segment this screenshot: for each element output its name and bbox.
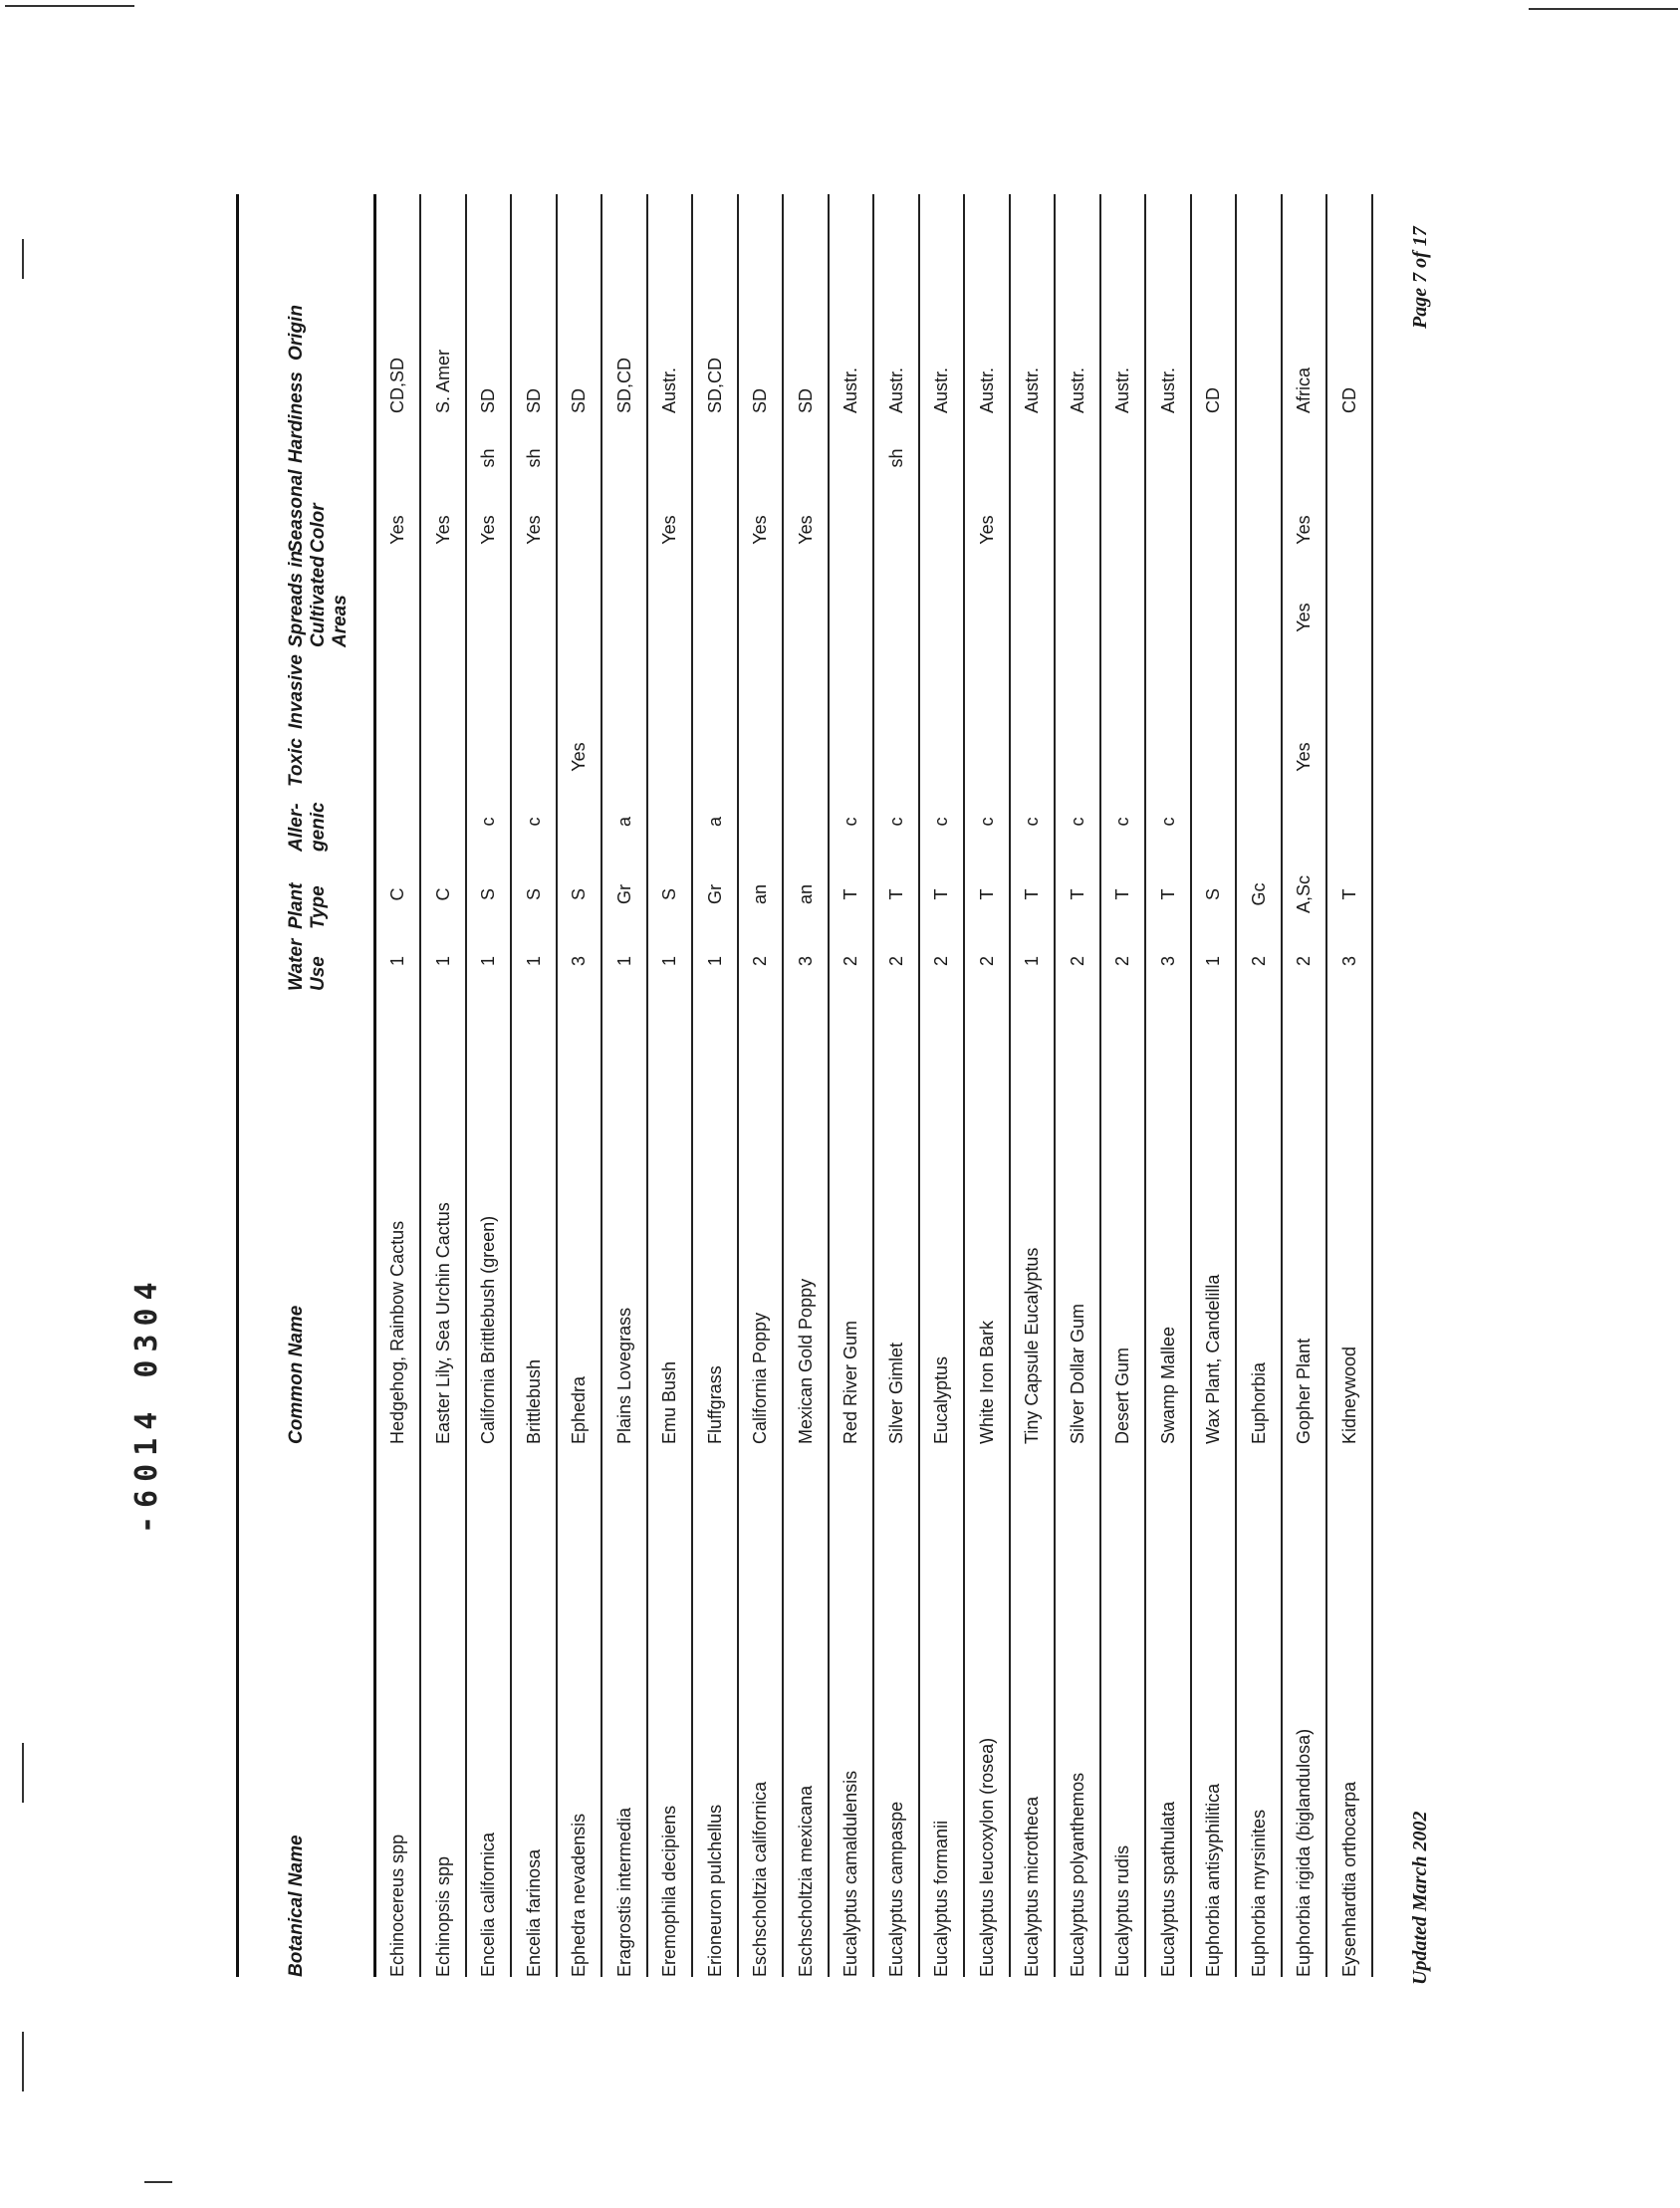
cell-plant: T	[931, 888, 951, 900]
cell-origin: SD	[569, 387, 589, 413]
cell-common: Ephedra	[569, 1375, 589, 1444]
cell-plant: T	[976, 888, 997, 900]
header-common: Common Name	[286, 1305, 307, 1444]
header-invasive: Invasive	[286, 654, 307, 729]
table-row	[467, 194, 512, 1977]
cell-allergenic: c	[885, 817, 906, 827]
cell-botanical: Eucalyptus spathulata	[1157, 1801, 1178, 1977]
table-row	[1011, 194, 1056, 1977]
cell-water: 2	[885, 956, 906, 967]
cell-common: Brittlebush	[523, 1358, 544, 1444]
cell-origin: CD	[1338, 387, 1359, 413]
cell-origin: Austr.	[1157, 367, 1178, 413]
cell-seasonal: Yes	[387, 515, 407, 545]
cell-allergenic: a	[704, 817, 725, 828]
cell-allergenic: c	[1022, 817, 1042, 827]
cell-plant: S	[523, 888, 544, 901]
cell-spreads: Yes	[1294, 603, 1314, 632]
cell-origin: SD	[750, 387, 770, 413]
margin-mark	[22, 1743, 24, 1803]
header-hardiness: Hardiness	[286, 371, 307, 463]
cell-plant: C	[387, 887, 407, 901]
cell-seasonal: Yes	[478, 515, 498, 545]
cell-water: 2	[976, 956, 997, 967]
cell-botanical: Eragrostis intermedia	[613, 1807, 634, 1977]
cell-botanical: Echinocereus spp	[387, 1834, 407, 1977]
cell-seasonal: Yes	[432, 515, 453, 545]
cell-common: California Poppy	[750, 1312, 770, 1444]
cell-seasonal: Yes	[976, 515, 997, 545]
cell-seasonal: Yes	[659, 515, 679, 545]
cell-water: 2	[931, 956, 951, 967]
cell-origin: Austr.	[931, 367, 951, 413]
scan-stamp: -6014 0304	[129, 1274, 164, 1534]
cell-water: 1	[1022, 956, 1042, 967]
cell-botanical: Eucalyptus leucoxylon (rosea)	[976, 1737, 997, 1977]
cell-common: Hedgehog, Rainbow Cactus	[387, 1220, 407, 1444]
cell-water: 1	[613, 956, 634, 967]
header-botanical: Botanical Name	[286, 1835, 307, 1977]
cell-botanical: Euphorbia antisyphilitica	[1203, 1783, 1223, 1977]
cell-water: 3	[1338, 956, 1359, 967]
cell-botanical: Eucalyptus campaspe	[885, 1801, 906, 1977]
table-row	[920, 194, 965, 1977]
table-row	[1283, 194, 1327, 1977]
cell-common: Swamp Mallee	[1157, 1326, 1178, 1444]
cell-toxic: Yes	[1294, 742, 1314, 772]
table-row	[376, 194, 421, 1977]
table-row	[1192, 194, 1237, 1977]
header-top-rule	[236, 194, 239, 1977]
cell-common: Easter Lily, Sea Urchin Cactus	[432, 1202, 453, 1444]
cell-origin: Austr.	[1022, 367, 1042, 413]
cell-botanical: Echinopsis spp	[432, 1855, 453, 1977]
rotated-page	[224, 194, 1474, 1985]
cell-water: 1	[1203, 956, 1223, 967]
cell-botanical: Eschscholtzia mexicana	[795, 1785, 816, 1977]
cell-botanical: Euphorbia myrsinites	[1248, 1809, 1269, 1977]
table-row	[875, 194, 920, 1977]
cell-common: Mexican Gold Poppy	[795, 1278, 816, 1444]
cell-origin: SD	[523, 387, 544, 413]
cell-common: Gopher Plant	[1294, 1338, 1314, 1444]
cell-origin: S. Amer	[432, 349, 453, 413]
cell-plant: T	[885, 888, 906, 900]
cell-origin: SD	[478, 387, 498, 413]
cell-plant: T	[1112, 888, 1132, 900]
cell-botanical: Erioneuron pulchellus	[704, 1804, 725, 1977]
cell-origin: Austr.	[840, 367, 860, 413]
cell-botanical: Eschscholtzia californica	[750, 1781, 770, 1977]
cell-botanical: Euphorbia rigida (biglandulosa)	[1294, 1728, 1314, 1977]
cell-plant: Gr	[704, 884, 725, 904]
cell-allergenic: a	[613, 817, 634, 828]
cell-origin: Austr.	[659, 367, 679, 413]
header-seasonal: Seasonal Color	[286, 469, 329, 553]
cell-origin: SD	[795, 387, 816, 413]
table-row	[1101, 194, 1146, 1977]
cell-hardiness: sh	[478, 448, 498, 468]
cell-water: 2	[1112, 956, 1132, 967]
table-row	[422, 194, 467, 1977]
cell-common: Wax Plant, Candelilla	[1203, 1274, 1223, 1444]
cell-seasonal: Yes	[523, 515, 544, 545]
cell-allergenic: c	[523, 817, 544, 827]
cell-origin: Austr.	[976, 367, 997, 413]
cell-plant: S	[478, 888, 498, 901]
cell-common: Red River Gum	[840, 1320, 860, 1444]
table-row	[648, 194, 693, 1977]
cell-origin: Austr.	[885, 367, 906, 413]
cell-water: 2	[1067, 956, 1087, 967]
cell-botanical: Eysenhardtia orthocarpa	[1338, 1781, 1359, 1977]
cell-botanical: Eucalyptus camaldulensis	[840, 1770, 860, 1977]
cell-common: Silver Gimlet	[885, 1342, 906, 1444]
cell-allergenic: c	[840, 817, 860, 827]
cell-hardiness: sh	[523, 448, 544, 468]
cell-common: Emu Bush	[659, 1360, 679, 1444]
cell-water: 3	[569, 956, 589, 967]
header-water: Water Use	[286, 938, 329, 991]
cell-plant: Gc	[1248, 882, 1269, 906]
cell-common: Fluffgrass	[704, 1365, 725, 1444]
cell-origin: CD	[1203, 387, 1223, 413]
cell-toxic: Yes	[569, 742, 589, 772]
cell-hardiness: sh	[885, 448, 906, 468]
cell-plant: T	[840, 888, 860, 900]
margin-mark	[1529, 8, 1678, 10]
cell-water: 1	[659, 956, 679, 967]
cell-seasonal: Yes	[750, 515, 770, 545]
cell-common: Eucalyptus	[931, 1355, 951, 1444]
cell-plant: S	[659, 888, 679, 901]
table-row	[1238, 194, 1283, 1977]
footer-updated: Updated March 2002	[1409, 1811, 1431, 1985]
header-origin: Origin	[286, 305, 307, 361]
cell-common: Silver Dollar Gum	[1067, 1303, 1087, 1444]
cell-water: 2	[750, 956, 770, 967]
cell-common: Tiny Capsule Eucalyptus	[1022, 1247, 1042, 1444]
cell-water: 3	[1157, 956, 1178, 967]
table-row	[1328, 194, 1373, 1977]
cell-origin: CD,SD	[387, 357, 407, 413]
table-row	[513, 194, 558, 1977]
cell-botanical: Encelia farinosa	[523, 1848, 544, 1977]
cell-plant: T	[1022, 888, 1042, 900]
cell-botanical: Encelia californica	[478, 1832, 498, 1977]
table-row	[785, 194, 830, 1977]
cell-botanical: Eucalyptus formanii	[931, 1820, 951, 1977]
cell-seasonal: Yes	[1294, 515, 1314, 545]
cell-common: California Brittlebush (green)	[478, 1215, 498, 1444]
header-toxic: Toxic	[286, 738, 307, 787]
cell-common: Plains Lovegrass	[613, 1307, 634, 1444]
table-row	[694, 194, 739, 1977]
cell-allergenic: c	[1157, 817, 1178, 827]
cell-plant: an	[795, 883, 816, 905]
table-row	[603, 194, 648, 1977]
cell-allergenic: c	[976, 817, 997, 827]
cell-allergenic: c	[1112, 817, 1132, 827]
header-allergenic: Aller- genic	[286, 802, 329, 852]
cell-botanical: Eucalyptus rudis	[1112, 1844, 1132, 1977]
cell-allergenic: c	[1067, 817, 1087, 827]
cell-origin: Austr.	[1067, 367, 1087, 413]
cell-botanical: Eremophila decipiens	[659, 1805, 679, 1977]
cell-allergenic: c	[931, 817, 951, 827]
table-row	[558, 194, 602, 1977]
cell-plant: T	[1067, 888, 1087, 900]
cell-water: 2	[1294, 956, 1314, 967]
cell-plant: S	[569, 888, 589, 901]
cell-plant: an	[750, 883, 770, 905]
table-row	[966, 194, 1011, 1977]
cell-common: White Iron Bark	[976, 1320, 997, 1444]
cell-plant: C	[432, 887, 453, 901]
cell-water: 1	[478, 956, 498, 967]
header-spreads: Spreads in Cultivated Areas	[286, 550, 351, 647]
margin-mark	[22, 239, 24, 279]
cell-origin: Austr.	[1112, 367, 1132, 413]
cell-plant: T	[1338, 888, 1359, 900]
margin-mark	[144, 2181, 172, 2183]
cell-botanical: Eucalyptus polyanthemos	[1067, 1772, 1087, 1977]
cell-water: 1	[432, 956, 453, 967]
cell-seasonal: Yes	[795, 515, 816, 545]
cell-origin: Africa	[1294, 367, 1314, 413]
cell-water: 2	[1248, 956, 1269, 967]
cell-plant: T	[1157, 888, 1178, 900]
row-rule	[1371, 194, 1373, 1977]
cell-plant: Gr	[613, 884, 634, 904]
margin-mark	[5, 5, 134, 7]
cell-water: 3	[795, 956, 816, 967]
cell-botanical: Ephedra nevadensis	[569, 1813, 589, 1977]
cell-water: 2	[840, 956, 860, 967]
table-row	[739, 194, 784, 1977]
cell-origin: SD,CD	[704, 357, 725, 413]
cell-common: Kidneywood	[1338, 1346, 1359, 1444]
cell-allergenic: c	[478, 817, 498, 827]
table-row	[830, 194, 874, 1977]
footer-page: Page 7 of 17	[1409, 226, 1431, 329]
cell-origin: SD,CD	[613, 357, 634, 413]
cell-plant: A,Sc	[1294, 875, 1314, 914]
cell-common: Euphorbia	[1248, 1361, 1269, 1444]
header-plant: Plant Type	[286, 882, 329, 929]
cell-water: 1	[523, 956, 544, 967]
cell-plant: S	[1203, 888, 1223, 901]
cell-water: 1	[704, 956, 725, 967]
cell-botanical: Eucalyptus microtheca	[1022, 1796, 1042, 1977]
cell-water: 1	[387, 956, 407, 967]
table-row	[1057, 194, 1101, 1977]
margin-mark	[22, 2032, 24, 2091]
cell-common: Desert Gum	[1112, 1347, 1132, 1444]
table-row	[1147, 194, 1192, 1977]
